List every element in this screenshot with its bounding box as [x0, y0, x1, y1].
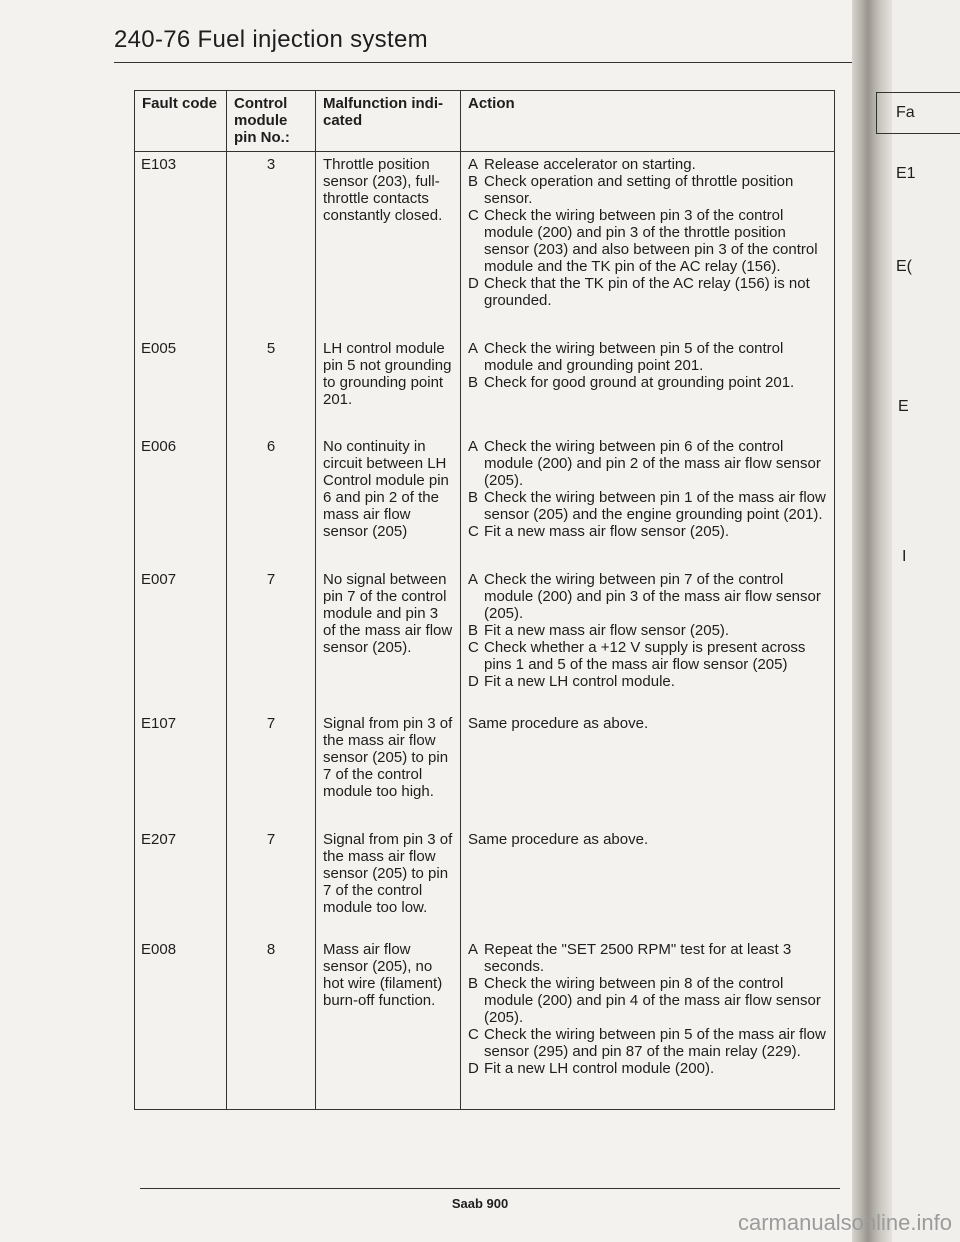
action-item	[468, 639, 827, 673]
action-text: Fit a new mass air flow sensor (205).	[484, 621, 730, 639]
action-text: Fit a new LH control module (200).	[484, 1059, 715, 1077]
action-cell	[461, 567, 835, 711]
malfunction-description: LH control module pin 5 not grounding to grounding point 201.	[316, 336, 461, 434]
next-page-fragment: E	[898, 398, 909, 415]
action-item	[468, 622, 827, 639]
action-cell	[461, 434, 835, 567]
action-item	[468, 173, 827, 207]
action-cell	[461, 827, 835, 937]
action-item	[468, 975, 827, 1026]
malfunction-description: Throttle position sensor (203), full-throttle contacts constantly closed.	[316, 152, 461, 336]
control-module-pin: 5	[227, 336, 316, 434]
watermark: carmanualsonline.info	[737, 1210, 952, 1235]
header-malfunction: Malfunction indi-cated	[316, 91, 461, 152]
header-fault-code: Fault code	[135, 91, 227, 152]
action-text: Check the wiring between pin 7 of the control module (200) and pin 3 of the mass air flow sensor (205).	[484, 570, 821, 622]
table-row	[135, 827, 835, 937]
fault-code: E107	[135, 711, 227, 827]
action-cell	[461, 152, 835, 336]
action-text: Same procedure as above.	[468, 714, 649, 732]
action-item	[468, 1026, 827, 1060]
action-letter: C	[468, 638, 479, 656]
action-letter: B	[468, 173, 479, 190]
action-item	[468, 489, 827, 523]
action-cell	[461, 711, 835, 827]
action-item	[468, 941, 827, 975]
next-page-fragment: Fa	[896, 104, 915, 121]
action-text: Fit a new LH control module.	[484, 672, 675, 690]
action-letter: B	[468, 974, 479, 992]
table-row	[135, 336, 835, 434]
action-text: Check that the TK pin of the AC relay (156) is not grounded.	[484, 275, 810, 309]
action-letter: A	[468, 437, 479, 455]
action-text: Check the wiring between pin 6 of the control module (200) and pin 2 of the mass air flow sensor (205).	[484, 437, 821, 489]
next-page-fragment: E1	[896, 165, 916, 182]
table-header-row	[135, 91, 835, 152]
control-module-pin: 7	[227, 711, 316, 827]
action-text: Check the wiring between pin 8 of the control module (200) and pin 4 of the mass air flow sensor (205).	[484, 974, 821, 1026]
action-text: Repeat the "SET 2500 RPM" test for at least 3 seconds.	[484, 940, 792, 975]
fault-code: E006	[135, 434, 227, 567]
action-text: Same procedure as above.	[468, 830, 649, 848]
action-letter: C	[468, 207, 479, 224]
action-letter: A	[468, 940, 479, 958]
control-module-pin: 7	[227, 827, 316, 937]
action-text: Check the wiring between pin 3 of the control module (200) and pin 3 of the throttle position sensor (203) and also between pin 3 of the control module and the TK pin of the AC relay (156).	[484, 207, 818, 275]
action-item	[468, 374, 827, 391]
action-letter: A	[468, 339, 479, 357]
action-cell	[461, 336, 835, 434]
fault-code: E207	[135, 827, 227, 937]
malfunction-description: Mass air flow sensor (205), no hot wire (filament) burn-off function.	[316, 937, 461, 1110]
table-row	[135, 937, 835, 1110]
footer-rule	[140, 1188, 840, 1189]
table-row	[135, 711, 835, 827]
control-module-pin: 8	[227, 937, 316, 1110]
malfunction-description: Signal from pin 3 of the mass air flow sensor (205) to pin 7 of the control module too low.	[316, 827, 461, 937]
action-item	[468, 571, 827, 622]
action-cell	[461, 937, 835, 1110]
action-item	[468, 715, 827, 732]
table-row	[135, 434, 835, 567]
action-item	[468, 275, 827, 309]
action-text: Check the wiring between pin 5 of the mass air flow sensor (295) and pin 87 of the main relay (229).	[484, 1025, 826, 1060]
next-page-edge	[892, 0, 960, 1242]
fault-code: E008	[135, 937, 227, 1110]
action-item	[468, 673, 827, 690]
next-page-table-edge	[876, 92, 960, 134]
control-module-pin: 3	[227, 152, 316, 336]
action-text: Release accelerator on starting.	[484, 156, 696, 173]
table-row	[135, 152, 835, 336]
next-page-fragment: I	[902, 548, 907, 565]
control-module-pin: 6	[227, 434, 316, 567]
action-letter: A	[468, 156, 479, 173]
action-item	[468, 523, 827, 540]
action-letter: D	[468, 1059, 479, 1077]
action-letter: C	[468, 1025, 479, 1043]
next-page-fragment: E(	[896, 258, 912, 275]
table-row	[135, 567, 835, 711]
action-text: Check the wiring between pin 1 of the mass air flow sensor (205) and the engine grounding point (201).	[484, 488, 826, 523]
control-module-pin: 7	[227, 567, 316, 711]
malfunction-description: No continuity in circuit between LH Control module pin 6 and pin 2 of the mass air flow sensor (205)	[316, 434, 461, 567]
action-item	[468, 831, 827, 848]
action-letter: B	[468, 373, 479, 391]
page-binding	[852, 0, 892, 1242]
header-rule	[114, 62, 894, 63]
action-letter: B	[468, 488, 479, 506]
action-item	[468, 438, 827, 489]
action-letter: B	[468, 621, 479, 639]
action-letter: C	[468, 522, 479, 540]
action-text: Fit a new mass air flow sensor (205).	[484, 522, 730, 540]
fault-code-table	[134, 90, 835, 1110]
fault-code: E005	[135, 336, 227, 434]
action-letter: A	[468, 570, 479, 588]
malfunction-description: Signal from pin 3 of the mass air flow sensor (205) to pin 7 of the control module too high.	[316, 711, 461, 827]
action-text: Check operation and setting of throttle position sensor.	[484, 173, 794, 207]
action-text: Check the wiring between pin 5 of the control module and grounding point 201.	[484, 339, 784, 374]
header-control-module-pin: Control module pin No.:	[227, 91, 316, 152]
footer-label: Saab 900	[451, 1196, 509, 1211]
fault-code: E103	[135, 152, 227, 336]
action-text: Check whether a +12 V supply is present across pins 1 and 5 of the mass air flow sensor (205)	[484, 638, 806, 673]
header-action: Action	[461, 91, 835, 152]
action-letter: D	[468, 275, 479, 292]
action-item	[468, 207, 827, 275]
action-item	[468, 1060, 827, 1077]
fault-code: E007	[135, 567, 227, 711]
page-title: 240-76 Fuel injection system	[114, 26, 428, 53]
action-item	[468, 340, 827, 374]
action-text: Check for good ground at grounding point 201.	[484, 373, 795, 391]
malfunction-description: No signal between pin 7 of the control module and pin 3 of the mass air flow sensor (205).	[316, 567, 461, 711]
action-letter: D	[468, 672, 479, 690]
action-item	[468, 156, 827, 173]
